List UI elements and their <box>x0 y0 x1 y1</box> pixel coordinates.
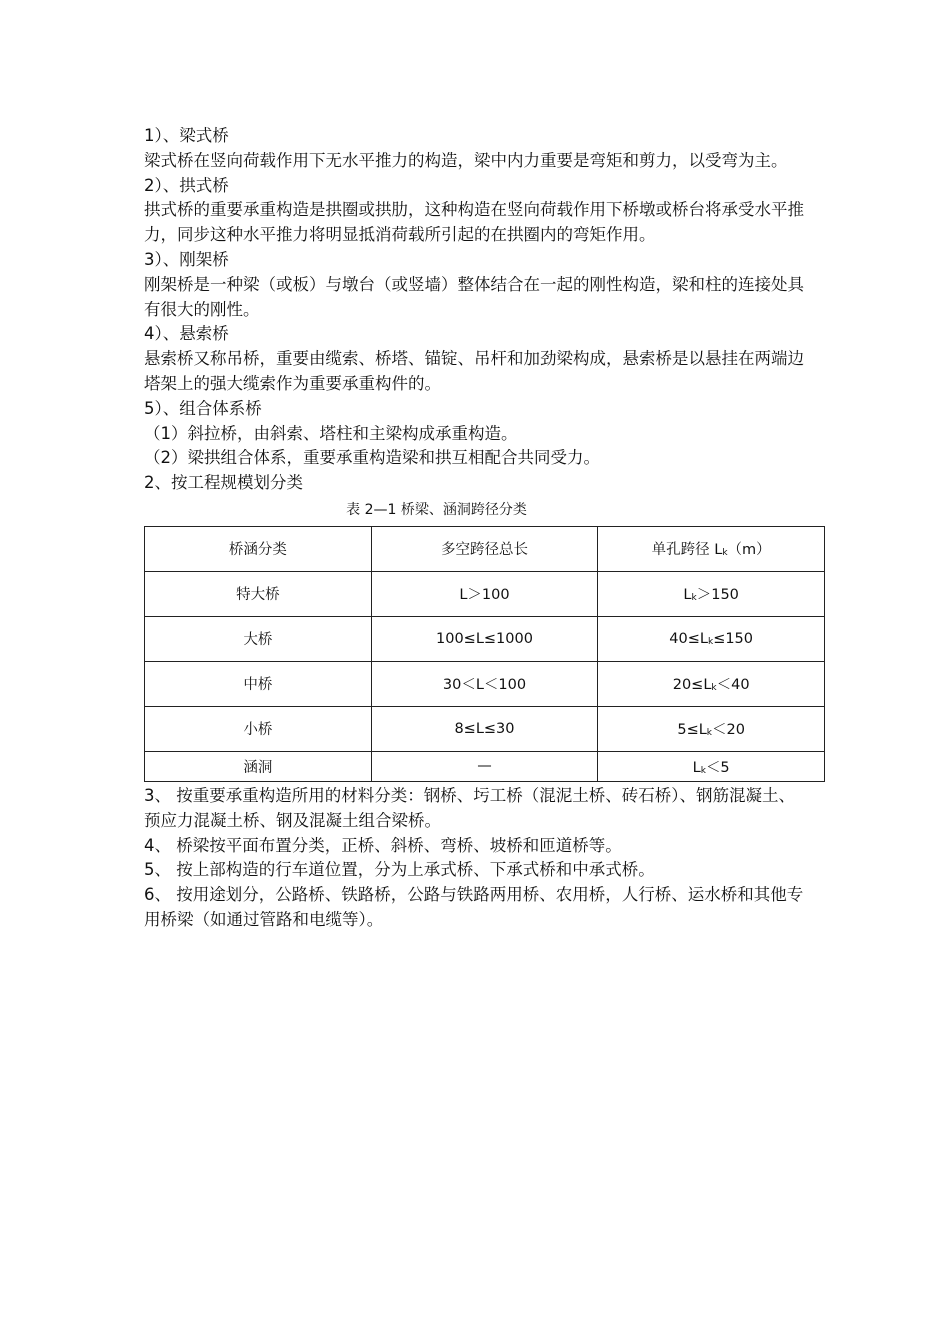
subscript-k: k <box>707 636 714 647</box>
header-unit: （m） <box>727 542 771 559</box>
header-single-span-text: 单孔跨径 L <box>651 542 723 559</box>
table-caption: 表 2—1 桥梁、涵洞跨径分类 <box>346 501 527 518</box>
para-material-classification: 3、 按重要承重构造所用的材料分类：钢桥、圬工桥（混泥土桥、砖石桥）、钢筋混凝土、预应力混凝土桥、钢及混凝土组合梁桥。 <box>144 785 795 830</box>
heading-scale-classification: 2、按工程规模划分类 <box>144 473 303 493</box>
table-row <box>145 571 825 616</box>
cell-single-span-suffix: ＜40 <box>716 677 750 694</box>
subscript-k: k <box>711 683 717 694</box>
heading-composite-bridge: 5）、组合体系桥 <box>144 398 262 418</box>
post-table-section <box>144 784 809 933</box>
para-plan-layout-classification: 4、 桥梁按平面布置分类，正桥、斜桥、弯桥、坡桥和匝道桥等。 <box>144 835 622 855</box>
cell-single-span <box>598 661 825 706</box>
cell-single-span-prefix: 20≤L <box>672 677 712 694</box>
cell-category: 涵洞 <box>145 751 372 781</box>
header-total-length: 多空跨径总长 <box>371 526 598 571</box>
cell-total-length: 100≤L≤1000 <box>371 616 598 661</box>
table-header-row <box>145 526 825 571</box>
heading-suspension-bridge: 4）、悬索桥 <box>144 324 229 344</box>
para-beam-arch: （2）梁拱组合体系，重要承重构造梁和拱互相配合共同受力。 <box>144 448 600 468</box>
para-beam-bridge: 梁式桥在竖向荷载作用下无水平推力的构造，梁中内力重要是弯矩和剪力，以受弯为主。 <box>144 150 788 170</box>
cell-single-span-suffix: ＜20 <box>712 722 745 739</box>
heading-rigid-frame-bridge: 3）、刚架桥 <box>144 249 229 269</box>
cell-single-span <box>598 616 825 661</box>
header-category: 桥涵分类 <box>145 526 372 571</box>
header-single-span <box>598 526 825 571</box>
table-row <box>145 661 825 706</box>
cell-single-span-suffix: ＞150 <box>696 587 739 604</box>
cell-category: 小桥 <box>145 706 372 751</box>
subscript-k: k <box>706 728 713 739</box>
cell-single-span <box>598 706 825 751</box>
para-rigid-frame-bridge: 刚架桥是一种梁（或板）与墩台（或竖墙）整体结合在一起的刚性构造，梁和柱的连接处具有很大的刚性。 <box>144 274 804 319</box>
cell-single-span <box>598 571 825 616</box>
span-classification-table <box>144 526 825 782</box>
table-row <box>145 706 825 751</box>
cell-total-length: L＞100 <box>371 571 598 616</box>
cell-single-span-prefix: L <box>683 587 692 604</box>
table-row <box>145 616 825 661</box>
cell-total-length: 30＜L＜100 <box>371 661 598 706</box>
cell-single-span-prefix: L <box>692 759 701 776</box>
subscript-k: k <box>700 765 706 776</box>
document-page <box>144 124 809 933</box>
cell-category: 特大桥 <box>145 571 372 616</box>
para-suspension-bridge: 悬索桥又称吊桥，重要由缆索、桥塔、锚锭、吊杆和加劲梁构成，悬索桥是以悬挂在两端边塔架上的强大缆索作为重要承重构件的。 <box>144 349 804 393</box>
cell-total-length: 8≤L≤30 <box>371 706 598 751</box>
para-usage-classification: 6、 按用途划分，公路桥、铁路桥，公路与铁路两用桥、农用桥，人行桥、运水桥和其他专用桥梁（如通过管路和电缆等）。 <box>144 885 804 929</box>
cell-category: 大桥 <box>145 616 372 661</box>
subscript-k: k <box>722 548 728 559</box>
heading-arch-bridge: 2）、拱式桥 <box>144 175 229 195</box>
cell-single-span-prefix: 40≤L <box>669 630 708 647</box>
cell-single-span-prefix: 5≤L <box>677 722 707 739</box>
cell-single-span-suffix: ＜5 <box>705 759 730 776</box>
table-row <box>145 751 825 781</box>
cell-category: 中桥 <box>145 661 372 706</box>
cell-single-span-suffix: ≤150 <box>713 630 754 647</box>
cell-single-span <box>598 751 825 781</box>
para-deck-position-classification: 5、 按上部构造的行车道位置，分为上承式桥、下承式桥和中承式桥。 <box>144 860 655 880</box>
para-cable-stayed: （1）斜拉桥，由斜索、塔柱和主梁构成承重构造。 <box>144 423 518 443</box>
para-arch-bridge: 拱式桥的重要承重构造是拱圈或拱肋，这种构造在竖向荷载作用下桥墩或桥台将承受水平推力，同步这种水平推力将明显抵消荷载所引起的在拱圈内的弯矩作用。 <box>144 200 804 245</box>
heading-beam-bridge: 1）、梁式桥 <box>144 126 229 145</box>
cell-total-length: — <box>371 751 598 781</box>
subscript-k: k <box>691 593 697 604</box>
